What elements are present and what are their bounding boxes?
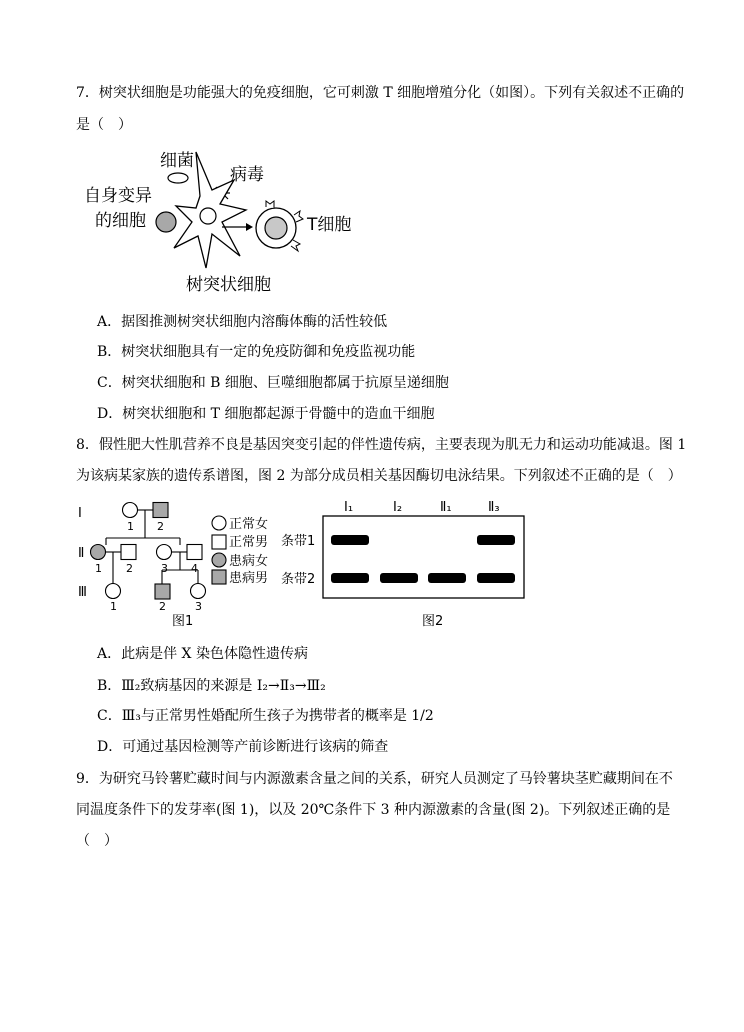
lane-label-II1: Ⅱ₁ <box>440 500 452 515</box>
num-III2: 2 <box>159 600 166 613</box>
gen-label-3: Ⅲ <box>78 585 87 600</box>
q8-option-a: A．此病是伴 X 染色体隐性遗传病 <box>97 646 308 662</box>
band-label-2: 条带2 <box>281 572 316 587</box>
q8-stem-line2: 为该病某家族的遗传系谱图，图 2 为部分成员相关基因酶切电泳结果。下列叙述不正确的是（ ） <box>76 468 682 484</box>
lane-label-I1: Ⅰ₁ <box>344 500 354 515</box>
gel-frame <box>323 516 524 598</box>
q9-stem-line3: （ ） <box>76 833 118 849</box>
legend-normal-male: 正常男 <box>229 535 269 550</box>
label-self-mutant-1: 自身变异 <box>84 186 152 206</box>
label-bacteria: 细菌 <box>160 151 194 171</box>
label-self-mutant-2: 的细胞 <box>95 211 146 231</box>
legend-affected-female: 患病女 <box>229 554 269 569</box>
q7-stem-line2: 是（ ） <box>76 117 132 133</box>
gen-label-2: Ⅱ <box>78 546 85 561</box>
gel-band-2-lane-1 <box>331 573 369 583</box>
gel-band-1-lane-1 <box>331 535 369 545</box>
num-III1: 1 <box>110 600 117 613</box>
fig1-caption: 图1 <box>172 614 194 629</box>
q7-option-b: B．树突状细胞具有一定的免疫防御和免疫监视功能 <box>97 344 416 360</box>
q8-option-b: B．Ⅲ₂致病基因的来源是 Ⅰ₂→Ⅱ₃→Ⅲ₂ <box>97 678 326 694</box>
gel-band-2-lane-3 <box>428 573 466 583</box>
label-dendritic-cell: 树突状细胞 <box>186 275 271 295</box>
label-t-cell: T细胞 <box>307 215 352 235</box>
num-II2: 2 <box>126 562 133 575</box>
q9-stem-line2: 同温度条件下的发芽率(图 1)，以及 20℃条件下 3 种内源激素的含量(图 2)。下列叙述正确的是 <box>76 802 671 818</box>
q8-option-c: C．Ⅲ₃与正常男性婚配所生孩子为携带者的概率是 1/2 <box>97 708 434 724</box>
num-I1: 1 <box>127 520 134 533</box>
legend-affected-male: 患病男 <box>229 571 269 586</box>
num-II1: 1 <box>95 562 102 575</box>
num-II4: 4 <box>191 562 198 575</box>
gen-label-1: Ⅰ <box>78 506 82 521</box>
q8-stem-line1: 8．假性肥大性肌营养不良是基因突变引起的伴性遗传病，主要表现为肌无力和运动功能减退。图 1 <box>76 437 687 453</box>
num-II3: 3 <box>161 562 168 575</box>
q7-option-c: C．树突状细胞和 B 细胞、巨噬细胞都属于抗原呈递细胞 <box>97 375 449 391</box>
gel-band-2-lane-2 <box>380 573 418 583</box>
q7-option-a: A．据图推测树突状细胞内溶酶体酶的活性较低 <box>97 314 388 330</box>
q7-option-d: D．树突状细胞和 T 细胞都起源于骨髓中的造血干细胞 <box>97 406 435 422</box>
lane-label-I2: Ⅰ₂ <box>393 500 403 515</box>
legend-normal-female: 正常女 <box>229 517 269 532</box>
lane-label-II3: Ⅱ₃ <box>488 500 500 515</box>
gel-band-1-lane-4 <box>477 535 515 545</box>
q8-option-d: D．可通过基因检测等产前诊断进行该病的筛查 <box>97 739 389 755</box>
label-virus: 病毒 <box>230 165 264 185</box>
num-III3: 3 <box>195 600 202 613</box>
q9-stem-line1: 9．为研究马铃薯贮藏时间与内源激素含量之间的关系，研究人员测定了马铃薯块茎贮藏期间在不 <box>76 771 673 787</box>
q7-stem-line1: 7．树突状细胞是功能强大的免疫细胞，它可刺激 T 细胞增殖分化（如图）。下列有关叙述不正确的 <box>76 85 685 101</box>
num-I2: 2 <box>157 520 164 533</box>
gel-band-2-lane-4 <box>477 573 515 583</box>
band-label-1: 条带1 <box>281 534 316 549</box>
fig2-caption: 图2 <box>422 614 444 629</box>
